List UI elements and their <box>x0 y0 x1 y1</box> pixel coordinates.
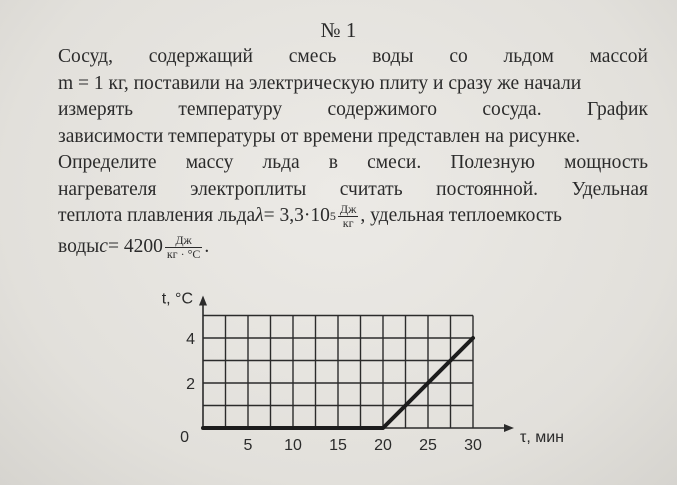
c-value: = 4200 <box>107 235 163 257</box>
problem-number: № 1 <box>320 18 357 42</box>
word: льдом <box>503 46 554 67</box>
y-axis-label: t, °C <box>161 290 193 308</box>
line-text: воды <box>58 235 100 257</box>
word: смесь <box>288 46 337 67</box>
x-tick-label: 25 <box>419 437 437 454</box>
word: Сосуд, <box>58 46 113 67</box>
word: электроплиты <box>190 178 307 200</box>
lambda-symbol: λ <box>255 205 264 226</box>
word: воды <box>372 46 414 67</box>
word: в <box>328 152 339 173</box>
y-tick-label: 4 <box>186 331 195 348</box>
y-axis-arrow <box>199 296 207 306</box>
exponent: 5 <box>329 209 336 223</box>
word: мощность <box>564 152 648 173</box>
unit-denominator: кг · °C <box>166 246 201 261</box>
unit-denominator: кг <box>342 216 354 230</box>
x-tick-label: 30 <box>464 437 482 454</box>
word: нагревателя <box>58 178 157 200</box>
lambda-value: = 3,3·10 <box>263 205 330 226</box>
word: сосуда. <box>482 99 542 120</box>
word: содержащий <box>148 46 253 67</box>
word: Определите <box>58 152 157 173</box>
line-text: , удельная теплоемкость <box>360 205 562 226</box>
word: льда <box>262 152 300 173</box>
line-text: зависимости температуры от времени представлен на рисунке. <box>58 125 581 147</box>
word: массой <box>589 46 648 67</box>
x-axis-label: τ, мин <box>520 429 564 446</box>
word: со <box>449 46 468 67</box>
x-tick-label: 20 <box>374 437 392 454</box>
line-text: m = 1 кг, поставили на электрическую плиту и сразу же начали <box>58 72 582 94</box>
word: Полезную <box>450 152 535 173</box>
unit-numerator: Дж <box>165 234 203 248</box>
word: смеси. <box>367 152 422 173</box>
unit-numerator: Дж <box>339 202 357 216</box>
x-tick-label: 5 <box>243 437 253 454</box>
x-axis-arrow <box>504 424 514 432</box>
origin-label: 0 <box>180 429 189 446</box>
word: температуру <box>178 99 283 120</box>
line-text: теплота плавления льда <box>58 205 256 226</box>
y-tick-label: 2 <box>186 376 195 393</box>
word: Удельная <box>571 178 648 200</box>
word: считать <box>339 178 403 200</box>
word: измерять <box>58 99 133 120</box>
word: массу <box>185 152 234 173</box>
word: График <box>586 99 648 120</box>
word: постоянной. <box>436 178 539 200</box>
x-tick-label: 10 <box>284 437 302 454</box>
x-tick-label: 15 <box>329 437 347 454</box>
line-text: . <box>204 235 210 257</box>
c-symbol: c <box>99 235 108 257</box>
word: содержимого <box>327 99 437 120</box>
